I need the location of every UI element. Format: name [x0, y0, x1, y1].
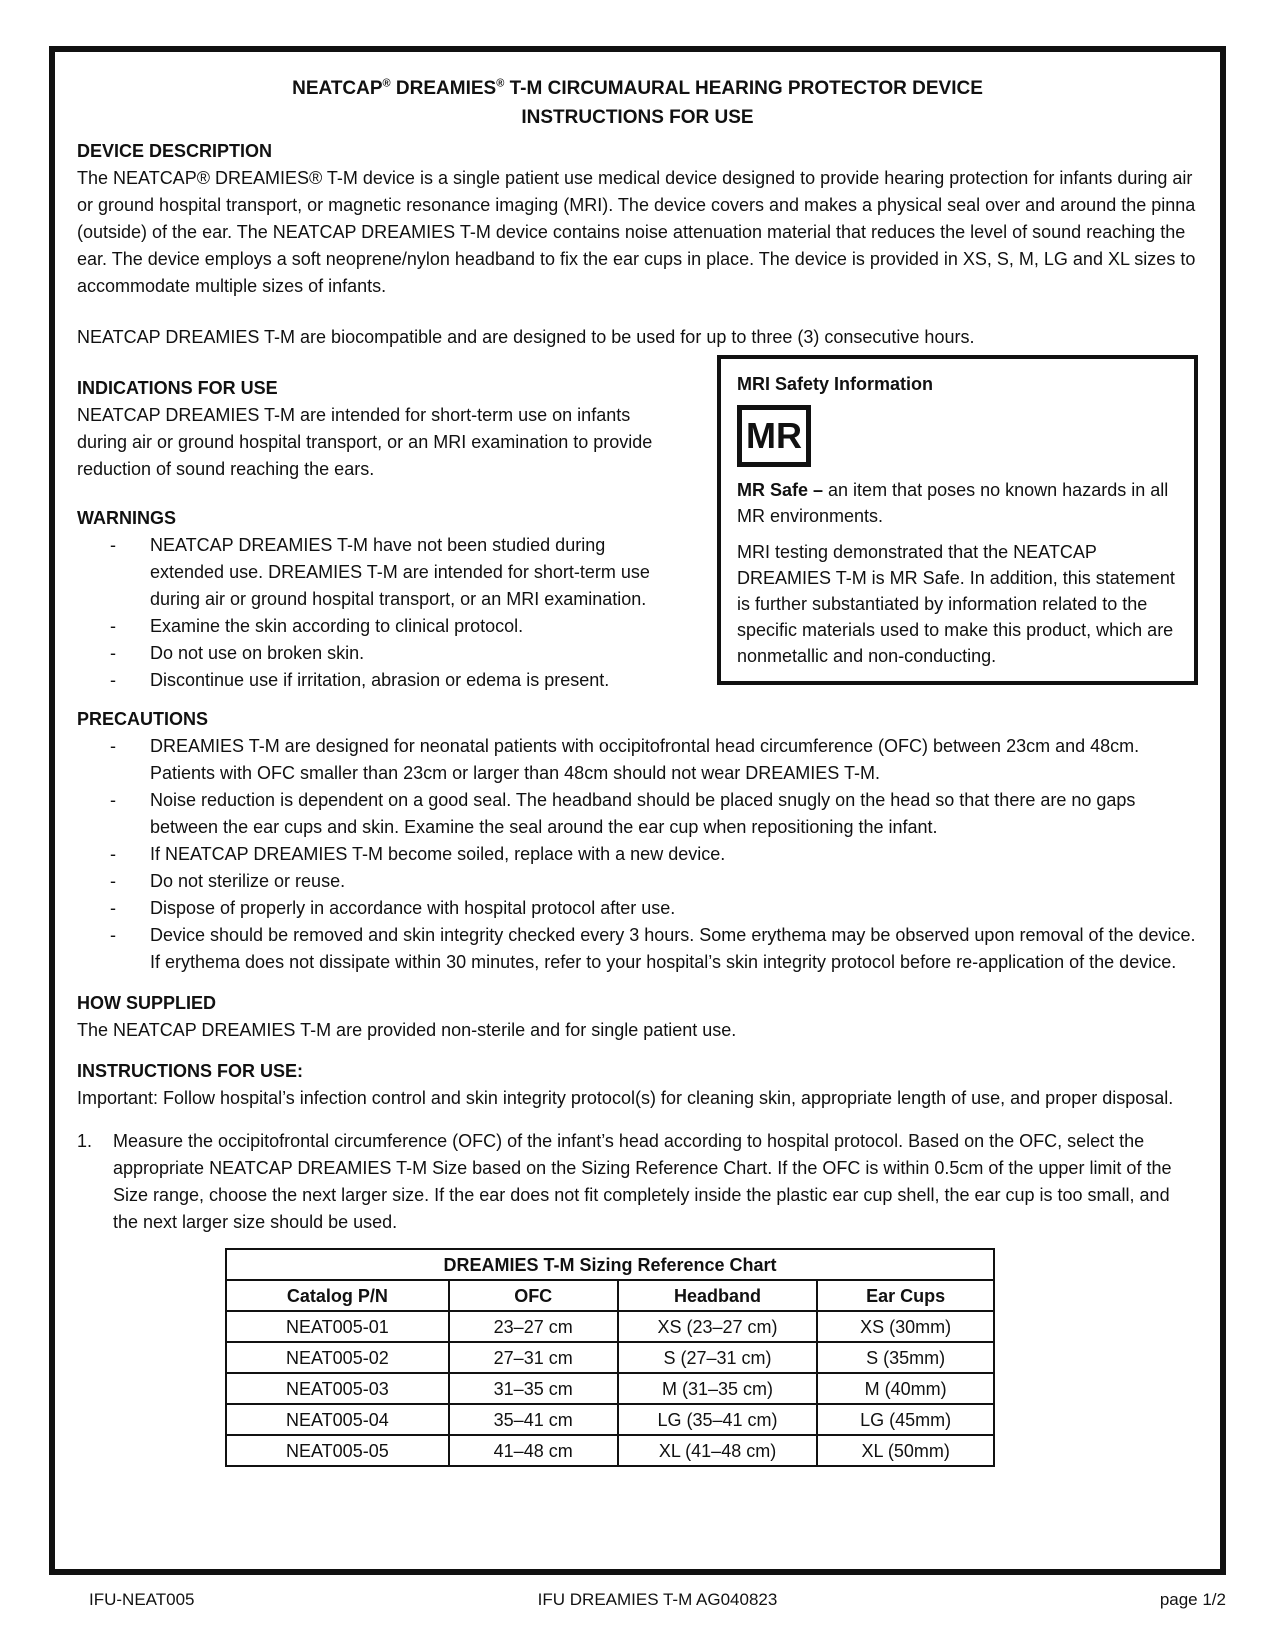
title-rest: T-M CIRCUMAURAL HEARING PROTECTOR DEVICE — [504, 78, 983, 99]
two-column-section — [77, 351, 1198, 694]
catalog-pn-cell: NEAT005-02 — [226, 1342, 449, 1373]
device-description-body: The NEATCAP® DREAMIES® T-M device is a single patient use medical device designed to provide hearing protection for infants during air or ground hospital transport, or magnetic resonance imaging (MRI). The device covers and makes a physical seal over and around the pinna (outside) of the ear. The NEATCAP DREAMIES T-M device contains noise attenuation material that reduces the level of sound reaching the ear. The device employs a soft neoprene/nylon headband to fix the ear cups in place. The device is provided in XS, S, M, LG and XL sizes to accommodate multiple sizes of infants. — [77, 168, 1196, 296]
instructions-heading: INSTRUCTIONS FOR USE: — [77, 1061, 304, 1081]
mri-testing-paragraph: MRI testing demonstrated that the NEATCAP DREAMIES T-M is MR Safe. In addition, this statement is further substantiated by information related to the specific materials used to make this product, which are nonmetallic and non-conducting. — [737, 542, 1175, 666]
table-row — [226, 1311, 994, 1342]
table-row — [226, 1373, 994, 1404]
precaution-item: - Do not sterilize or reuse. — [77, 868, 1198, 895]
registered-mark: ® — [382, 77, 391, 90]
footer-document-number: IFU-NEAT005 — [89, 1590, 195, 1609]
biocompatible-paragraph: NEATCAP DREAMIES T-M are biocompatible and are designed to be used for up to three (3) consecutive hours. — [77, 327, 975, 347]
warnings-list — [77, 532, 673, 694]
ofc-cell: 41–48 cm — [449, 1435, 618, 1466]
table-row — [226, 1404, 994, 1435]
registered-mark: ® — [496, 77, 505, 90]
headband-cell: XL (41–48 cm) — [618, 1435, 818, 1466]
document-title — [77, 74, 1198, 132]
bullet-dash: - — [110, 844, 116, 864]
how-supplied-body: The NEATCAP DREAMIES T-M are provided non-sterile and for single patient use. — [77, 1020, 737, 1040]
precautions-list — [77, 733, 1198, 976]
mr-safe-icon: MR — [737, 405, 811, 467]
document-title-line1 — [77, 74, 1198, 103]
table-header-row — [226, 1280, 994, 1311]
table-title: DREAMIES T-M Sizing Reference Chart — [226, 1249, 994, 1280]
sizing-reference-table — [225, 1248, 995, 1467]
bullet-dash: - — [110, 736, 116, 756]
mr-safe-definition: MR Safe – an item that poses no known hazards in all MR environments. — [737, 480, 1169, 526]
mri-safety-box — [717, 355, 1198, 685]
column-header: Headband — [618, 1280, 818, 1311]
headband-cell: XS (23–27 cm) — [618, 1311, 818, 1342]
earcups-cell: XL (50mm) — [817, 1435, 994, 1466]
catalog-pn-cell: NEAT005-04 — [226, 1404, 449, 1435]
bullet-dash: - — [110, 535, 116, 555]
table-row — [226, 1435, 994, 1466]
left-column — [77, 351, 673, 694]
bullet-dash: - — [110, 643, 116, 663]
warning-item: - Discontinue use if irritation, abrasion or edema is present. — [77, 667, 673, 694]
step-text: Measure the occipitofrontal circumference (OFC) of the infant’s head according to hospital protocol. Based on the OFC, select the appropriate NEATCAP DREAMIES T-M Size based on the Sizing Reference Chart. If the OFC is within 0.5cm of the upper limit of the Size range, choose the next larger size. If the ear does not fit completely inside the plastic ear cup shell, the ear cup is too small, and the next larger size should be used. — [113, 1131, 1172, 1232]
bullet-dash: - — [110, 670, 116, 690]
earcups-cell: LG (45mm) — [817, 1404, 994, 1435]
instruction-step-1 — [77, 1128, 1198, 1236]
step-number: 1. — [77, 1131, 93, 1151]
bullet-dash: - — [110, 925, 116, 945]
warning-item: - NEATCAP DREAMIES T-M have not been studied during extended use. DREAMIES T-M are intended for short-term use during air or ground hospital transport, or an MRI examination. — [77, 532, 673, 613]
right-column — [673, 351, 1198, 685]
catalog-pn-cell: NEAT005-05 — [226, 1435, 449, 1466]
warning-item: - Do not use on broken skin. — [77, 640, 673, 667]
headband-cell: LG (35–41 cm) — [618, 1404, 818, 1435]
precautions-heading: PRECAUTIONS — [77, 709, 209, 729]
bullet-dash: - — [110, 616, 116, 636]
column-header: OFC — [449, 1280, 618, 1311]
column-header: Ear Cups — [817, 1280, 994, 1311]
headband-cell: M (31–35 cm) — [618, 1373, 818, 1404]
headband-cell: S (27–31 cm) — [618, 1342, 818, 1373]
bullet-dash: - — [110, 898, 116, 918]
precaution-item: - Dispose of properly in accordance with hospital protocol after use. — [77, 895, 1198, 922]
document-title-line2: INSTRUCTIONS FOR USE — [521, 107, 754, 128]
warning-item: - Examine the skin according to clinical protocol. — [77, 613, 673, 640]
footer-page-number: page 1/2 — [1159, 1590, 1226, 1609]
indications-body: NEATCAP DREAMIES T-M are intended for short-term use on infants during air or ground hospital transport, or an MRI examination to provide reduction of sound reaching the ears. — [77, 405, 653, 479]
earcups-cell: XS (30mm) — [817, 1311, 994, 1342]
warnings-heading: WARNINGS — [77, 508, 176, 528]
ofc-cell: 35–41 cm — [449, 1404, 618, 1435]
table-row — [226, 1342, 994, 1373]
column-header: Catalog P/N — [226, 1280, 449, 1311]
precaution-item: - Device should be removed and skin integrity checked every 3 hours. Some erythema may be observed upon removal of the device. If erythema does not dissipate within 30 minutes, refer to your hospital’s skin integrity protocol before re-application of the device. — [77, 922, 1198, 976]
indications-heading: INDICATIONS FOR USE — [77, 378, 278, 398]
ofc-cell: 31–35 cm — [449, 1373, 618, 1404]
footer-document-id: IFU DREAMIES T-M AG040823 — [537, 1590, 778, 1609]
ofc-cell: 27–31 cm — [449, 1342, 618, 1373]
brand-name: DREAMIES — [390, 78, 497, 99]
earcups-cell: S (35mm) — [817, 1342, 994, 1373]
precaution-item: - DREAMIES T-M are designed for neonatal patients with occipitofrontal head circumference (OFC) between 23cm and 48cm. Patients with OFC smaller than 23cm or larger than 48cm should not wear DREAMIES T-M. — [77, 733, 1198, 787]
device-description-heading: DEVICE DESCRIPTION — [77, 141, 273, 161]
how-supplied-heading: HOW SUPPLIED — [77, 993, 217, 1013]
table-title-row — [226, 1249, 994, 1280]
precaution-item: - If NEATCAP DREAMIES T-M become soiled, replace with a new device. — [77, 841, 1198, 868]
brand-name: NEATCAP — [292, 78, 383, 99]
precaution-item: - Noise reduction is dependent on a good seal. The headband should be placed snugly on the head so that there are no gaps between the ear cups and skin. Examine the seal around the ear cup when repositioning the infant. — [77, 787, 1198, 841]
instructions-important-note: Important: Follow hospital’s infection control and skin integrity protocol(s) for cleaning skin, appropriate length of use, and proper disposal. — [77, 1088, 1174, 1108]
bullet-dash: - — [110, 790, 116, 810]
mri-box-heading: MRI Safety Information — [737, 374, 934, 394]
bullet-dash: - — [110, 871, 116, 891]
page-footer — [49, 1590, 1226, 1610]
earcups-cell: M (40mm) — [817, 1373, 994, 1404]
ofc-cell: 23–27 cm — [449, 1311, 618, 1342]
page-border-frame — [49, 46, 1226, 1575]
mr-safe-term: MR Safe – — [737, 480, 824, 500]
catalog-pn-cell: NEAT005-03 — [226, 1373, 449, 1404]
catalog-pn-cell: NEAT005-01 — [226, 1311, 449, 1342]
